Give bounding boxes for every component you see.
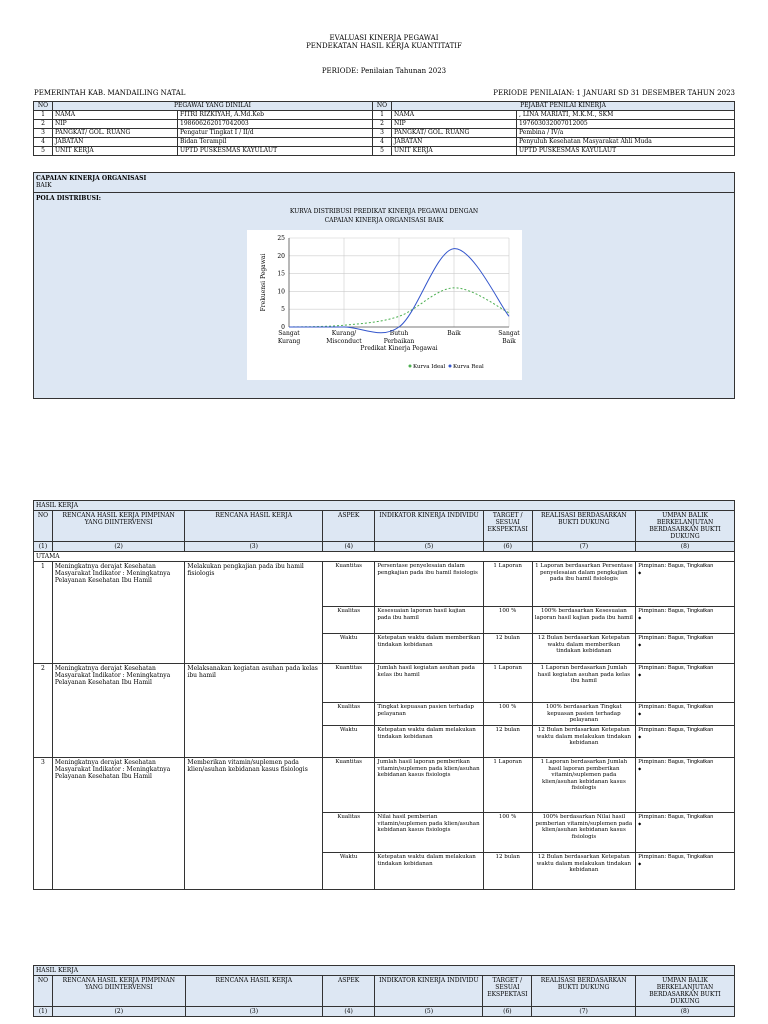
capaian-kinerja-box bbox=[33, 172, 735, 194]
column-header: REALISASI BERDASARKAN BUKTI DUKUNG bbox=[532, 511, 636, 542]
row-value: FITRI RIZKIYAH, A.Md.Keb bbox=[178, 111, 373, 120]
realisasi-cell: 100% berdasarkan Kesesuaian laporan hasil kajian pada ibu hamil bbox=[532, 607, 636, 634]
column-number: (2) bbox=[52, 542, 185, 552]
hasil-kerja-table-continued bbox=[33, 965, 735, 1017]
column-header: RENCANA HASIL KERJA PIMPINAN YANG DIINTERVENSI bbox=[52, 511, 185, 542]
indikator-cell: Ketepatan waktu dalam melakukan tindakan kebidanan bbox=[375, 853, 483, 890]
y-tick-label: 5 bbox=[281, 306, 285, 314]
row-no: 2 bbox=[34, 664, 53, 758]
umpan-balik-cell bbox=[636, 634, 735, 664]
umpan-balik-value: Bagus, Tingkatkan bbox=[668, 727, 714, 733]
column-header: UMPAN BALIK BERKELANJUTAN BERDASARKAN BUKTI DUKUNG bbox=[635, 976, 734, 1007]
column-number: (3) bbox=[185, 542, 323, 552]
chart-panel bbox=[247, 230, 522, 380]
capaian-value: BAIK bbox=[36, 182, 52, 189]
y-tick-label: 25 bbox=[277, 235, 285, 242]
row-no: 3 bbox=[34, 758, 53, 890]
bullet-icon: ◆ bbox=[638, 569, 642, 575]
distribution-chart bbox=[247, 230, 522, 380]
row-value: 198606262017042003 bbox=[178, 120, 373, 129]
realisasi-cell: 12 Bulan berdasarkan Ketepatan waktu dalam melakukan tindakan kebidanan bbox=[532, 853, 636, 890]
row-value: UPTD PUSKESMAS KAYULAUT bbox=[517, 147, 735, 156]
umpan-balik-cell bbox=[636, 703, 735, 726]
bullet-icon: ◆ bbox=[638, 671, 642, 677]
aspek-cell: Kualitas bbox=[323, 703, 375, 726]
column-number: (2) bbox=[52, 1007, 185, 1017]
pegawai-header: PEGAWAI YANG DINILAI bbox=[53, 102, 373, 111]
pola-title: POLA DISTRIBUSI: bbox=[36, 195, 101, 202]
aspek-cell: Waktu bbox=[323, 726, 375, 758]
column-number: (1) bbox=[34, 1007, 53, 1017]
hasil-kerja-table bbox=[33, 500, 735, 890]
umpan-balik-label: Pimpinan: bbox=[638, 608, 667, 614]
umpan-balik-value: Bagus, Tingkatkan bbox=[668, 759, 714, 765]
umpan-balik-value: Bagus, Tingkatkan bbox=[668, 635, 714, 641]
identity-row bbox=[34, 138, 735, 147]
row-no: 3 bbox=[34, 129, 53, 138]
col-no-header: NO bbox=[373, 102, 392, 111]
periode-label: PERIODE: Penilaian Tahunan 2023 bbox=[321, 67, 447, 75]
x-tick-label: Sangat Baik bbox=[498, 330, 520, 345]
target-cell: 100 % bbox=[483, 813, 532, 853]
column-header: NO bbox=[34, 976, 53, 1007]
rhk: Melaksanakan kegiatan asuhan pada kelas ibu hamil bbox=[185, 664, 323, 758]
row-no: 1 bbox=[34, 562, 53, 664]
document-header bbox=[0, 34, 768, 50]
realisasi-cell: 1 Laporan berdasarkan Persentase penyelesaian dalam pengkajian pada ibu hamil fisiologis bbox=[532, 562, 636, 607]
column-header: RENCANA HASIL KERJA bbox=[185, 511, 323, 542]
realisasi-cell: 100% berdasarkan Nilai hasil pemberian vitamin/suplemen pada klien/asuhan kebidanan kasus fisiologis bbox=[532, 813, 636, 853]
target-cell: 100 % bbox=[483, 703, 532, 726]
row-value: UPTD PUSKESMAS KAYULAUT bbox=[178, 147, 373, 156]
umpan-balik-label: Pimpinan: bbox=[638, 854, 667, 860]
x-tick-label: Sangat Kurang bbox=[277, 330, 301, 345]
x-tick-label: Kurang/ Misconduct bbox=[326, 330, 362, 345]
column-header: NO bbox=[34, 511, 53, 542]
row-no: 3 bbox=[373, 129, 392, 138]
aspek-cell: Kuantitas bbox=[323, 664, 375, 703]
realisasi-cell: 12 Bulan berdasarkan Ketepatan waktu dalam melakukan tindakan kebidanan bbox=[532, 726, 636, 758]
row-label: NIP bbox=[392, 120, 517, 129]
capaian-title: CAPAIAN KINERJA ORGANISASI bbox=[36, 175, 147, 182]
y-tick-label: 15 bbox=[277, 270, 285, 278]
umpan-balik-label: Pimpinan: bbox=[638, 704, 667, 710]
aspek-cell: Kualitas bbox=[323, 813, 375, 853]
umpan-balik-value: Bagus, Tingkatkan bbox=[668, 854, 714, 860]
bullet-icon: ◆ bbox=[638, 765, 642, 771]
row-label: PANGKAT/ GOL. RUANG bbox=[53, 129, 178, 138]
indikator-cell: Ketepatan waktu dalam memberikan tindakan kebidanan bbox=[375, 634, 483, 664]
table-row bbox=[34, 562, 735, 607]
row-no: 5 bbox=[373, 147, 392, 156]
umpan-balik-cell bbox=[636, 758, 735, 813]
umpan-balik-value: Bagus, Tingkatkan bbox=[668, 704, 714, 710]
row-label: JABATAN bbox=[392, 138, 517, 147]
hasil-kerja-title: HASIL KERJA bbox=[34, 501, 735, 511]
identity-row bbox=[34, 120, 735, 129]
row-no: 2 bbox=[373, 120, 392, 129]
aspek-cell: Kualitas bbox=[323, 607, 375, 634]
indikator-cell: Tingkat kepuasan pasien terhadap pelayanan bbox=[375, 703, 483, 726]
target-cell: 100 % bbox=[483, 607, 532, 634]
doc-title: EVALUASI KINERJA PEGAWAI bbox=[329, 34, 439, 42]
bullet-icon: ◆ bbox=[638, 641, 642, 647]
row-no: 1 bbox=[34, 111, 53, 120]
identity-table bbox=[33, 101, 735, 156]
legend-label: Kurva Ideal bbox=[413, 364, 446, 370]
row-label: NIP bbox=[53, 120, 178, 129]
indikator-cell: Jumlah hasil kegiatan asuhan pada kelas ibu hamil bbox=[375, 664, 483, 703]
column-number: (6) bbox=[483, 542, 532, 552]
y-tick-label: 0 bbox=[281, 324, 285, 331]
realisasi-cell: 100% berdasarkan Tingkat kepuasan pasien terhadap pelayanan bbox=[532, 703, 636, 726]
rhk: Memberikan vitamin/suplemen pada klien/asuhan kebidanan kasus fisiologis bbox=[185, 758, 323, 890]
umpan-balik-value: Bagus, Tingkatkan bbox=[668, 608, 714, 614]
indikator-cell: Kesesuaian laporan hasil kajian pada ibu hamil bbox=[375, 607, 483, 634]
bullet-icon: ◆ bbox=[638, 614, 642, 620]
column-number: (7) bbox=[532, 1007, 636, 1017]
indikator-cell: Ketepatan waktu dalam melakukan tindakan kebidanan bbox=[375, 726, 483, 758]
col-no-header: NO bbox=[34, 102, 53, 111]
bullet-icon: ◆ bbox=[638, 710, 642, 716]
umpan-balik-label: Pimpinan: bbox=[638, 814, 667, 820]
umpan-balik-label: Pimpinan: bbox=[638, 759, 667, 765]
x-tick-label: Baik bbox=[447, 330, 461, 337]
umpan-balik-cell bbox=[636, 607, 735, 634]
row-no: 4 bbox=[373, 138, 392, 147]
target-cell: 1 Laporan bbox=[483, 562, 532, 607]
umpan-balik-cell bbox=[636, 664, 735, 703]
target-cell: 1 Laporan bbox=[483, 758, 532, 813]
aspek-cell: Kuantitas bbox=[323, 562, 375, 607]
section-utama: UTAMA bbox=[34, 552, 735, 562]
column-header: TARGET / SESUAI EKSPEKTASI bbox=[483, 511, 532, 542]
row-value: Penyuluh Kesehatan Masyarakat Ahli Muda bbox=[517, 138, 735, 147]
column-header: ASPEK bbox=[323, 511, 375, 542]
target-cell: 12 bulan bbox=[483, 726, 532, 758]
umpan-balik-label: Pimpinan: bbox=[638, 665, 667, 671]
indikator-cell: Persentase penyelesaian dalam pengkajian pada ibu hamil fisiologis bbox=[375, 562, 483, 607]
indikator-cell: Jumlah hasil laporan pemberikan vitamin/suplemen pada klien/asuhan kebidanan kasus fisiologis bbox=[375, 758, 483, 813]
column-number: (3) bbox=[185, 1007, 322, 1017]
target-cell: 12 bulan bbox=[483, 634, 532, 664]
chart-title bbox=[34, 207, 734, 225]
row-value: 197603032007012005 bbox=[517, 120, 735, 129]
column-header: INDIKATOR KINERJA INDIVIDU bbox=[375, 976, 483, 1007]
column-header: REALISASI BERDASARKAN BUKTI DUKUNG bbox=[532, 976, 636, 1007]
indikator-cell: Nilai hasil pemberian vitamin/suplemen pada klien/asuhan kebidanan kasus fisiologis bbox=[375, 813, 483, 853]
bullet-icon: ◆ bbox=[638, 820, 642, 826]
column-number: (7) bbox=[532, 542, 636, 552]
column-number: (1) bbox=[34, 542, 53, 552]
doc-subtitle: PENDEKATAN HASIL KERJA KUANTITATIF bbox=[306, 42, 462, 50]
aspek-cell: Waktu bbox=[323, 853, 375, 890]
rhk: Melakukan pengkajian pada ibu hamil fisiologis bbox=[185, 562, 323, 664]
row-label: NAMA bbox=[53, 111, 178, 120]
target-cell: 12 bulan bbox=[483, 853, 532, 890]
row-label: NAMA bbox=[392, 111, 517, 120]
umpan-balik-cell bbox=[636, 562, 735, 607]
y-tick-label: 10 bbox=[277, 288, 285, 296]
row-value: , LINA MARIATI, M.K.M., SKM bbox=[517, 111, 735, 120]
umpan-balik-cell bbox=[636, 853, 735, 890]
bullet-icon: ◆ bbox=[638, 860, 642, 866]
aspek-cell: Kuantitas bbox=[323, 758, 375, 813]
identity-row bbox=[34, 111, 735, 120]
row-no: 5 bbox=[34, 147, 53, 156]
umpan-balik-value: Bagus, Tingkatkan bbox=[668, 665, 714, 671]
y-tick-label: 20 bbox=[277, 252, 285, 260]
pemerintah-label: PEMERINTAH KAB. MANDAILING NATAL bbox=[34, 89, 186, 97]
column-number: (4) bbox=[323, 542, 375, 552]
realisasi-cell: 1 Laporan berdasarkan Jumlah hasil laporan pemberikan vitamin/suplemen pada klien/asuhan kebidanan kasus fisiologis bbox=[532, 758, 636, 813]
column-number: (5) bbox=[375, 1007, 483, 1017]
umpan-balik-label: Pimpinan: bbox=[638, 563, 667, 569]
hasil-kerja-title: HASIL KERJA bbox=[34, 966, 735, 976]
column-number: (6) bbox=[483, 1007, 532, 1017]
bullet-icon: ◆ bbox=[638, 733, 642, 739]
row-label: PANGKAT/ GOL. RUANG bbox=[392, 129, 517, 138]
column-header: RENCANA HASIL KERJA PIMPINAN YANG DIINTERVENSI bbox=[52, 976, 185, 1007]
realisasi-cell: 1 Laporan berdasarkan Jumlah hasil kegiatan asuhan pada kelas ibu hamil bbox=[532, 664, 636, 703]
rhk-pimpinan: Meningkatnya derajat Kesehatan Masyarakat Indikator : Meningkatnya Pelayanan Kesehatan Ibu Hamil bbox=[52, 562, 185, 664]
umpan-balik-cell bbox=[636, 726, 735, 758]
row-value: Pengatur Tingkat I / II/d bbox=[178, 129, 373, 138]
chart-title-line1: KURVA DISTRIBUSI PREDIKAT KINERJA PEGAWAI DENGAN bbox=[289, 208, 479, 215]
aspek-cell: Waktu bbox=[323, 634, 375, 664]
umpan-balik-label: Pimpinan: bbox=[638, 727, 667, 733]
column-number: (4) bbox=[322, 1007, 374, 1017]
row-label: UNIT KERJA bbox=[53, 147, 178, 156]
pejabat-header: PEJABAT PENILAI KINERJA bbox=[392, 102, 735, 111]
table-row bbox=[34, 758, 735, 813]
column-number: (8) bbox=[635, 1007, 734, 1017]
identity-row bbox=[34, 129, 735, 138]
pola-distribusi-box bbox=[33, 192, 735, 399]
column-header: ASPEK bbox=[322, 976, 374, 1007]
column-number: (8) bbox=[636, 542, 735, 552]
chart-title-line2: CAPAIAN KINERJA ORGANISASI BAIK bbox=[324, 217, 444, 224]
legend-marker bbox=[409, 365, 412, 368]
umpan-balik-value: Bagus, Tingkatkan bbox=[668, 563, 714, 569]
row-no: 4 bbox=[34, 138, 53, 147]
umpan-balik-cell bbox=[636, 813, 735, 853]
target-cell: 1 Laporan bbox=[483, 664, 532, 703]
column-header: RENCANA HASIL KERJA bbox=[185, 976, 322, 1007]
column-header: TARGET / SESUAI EKSPEKTASI bbox=[483, 976, 532, 1007]
row-value: Bidan Terampil bbox=[178, 138, 373, 147]
rhk-pimpinan: Meningkatnya derajat Kesehatan Masyarakat Indikator : Meningkatnya Pelayanan Kesehatan Ibu Hamil bbox=[52, 664, 185, 758]
table-row bbox=[34, 664, 735, 703]
umpan-balik-value: Bagus, Tingkatkan bbox=[668, 814, 714, 820]
umpan-balik-label: Pimpinan: bbox=[638, 635, 667, 641]
legend-marker bbox=[449, 365, 452, 368]
row-value: Pembina / IV/a bbox=[517, 129, 735, 138]
y-axis-label: Frekuensi Pegawai bbox=[260, 253, 267, 312]
periode-penilaian-label: PERIODE PENILAIAN: 1 JANUARI SD 31 DESEMBER TAHUN 2023 bbox=[493, 89, 735, 97]
column-number: (5) bbox=[375, 542, 483, 552]
row-label: UNIT KERJA bbox=[392, 147, 517, 156]
x-axis-label: Predikat Kinerja Pegawai bbox=[360, 345, 438, 352]
row-no: 1 bbox=[373, 111, 392, 120]
rhk-pimpinan: Meningkatnya derajat Kesehatan Masyarakat Indikator : Meningkatnya Pelayanan Kesehatan Ibu Hamil bbox=[52, 758, 185, 890]
legend-label: Kurva Real bbox=[453, 364, 484, 370]
row-label: JABATAN bbox=[53, 138, 178, 147]
row-no: 2 bbox=[34, 120, 53, 129]
realisasi-cell: 12 Bulan berdasarkan Ketepatan waktu dalam memberikan tindakan kebidanan bbox=[532, 634, 636, 664]
column-header: INDIKATOR KINERJA INDIVIDU bbox=[375, 511, 483, 542]
column-header: UMPAN BALIK BERKELANJUTAN BERDASARKAN BUKTI DUKUNG bbox=[636, 511, 735, 542]
x-tick-label: Butuh Perbaikan bbox=[383, 330, 415, 345]
identity-row bbox=[34, 147, 735, 156]
